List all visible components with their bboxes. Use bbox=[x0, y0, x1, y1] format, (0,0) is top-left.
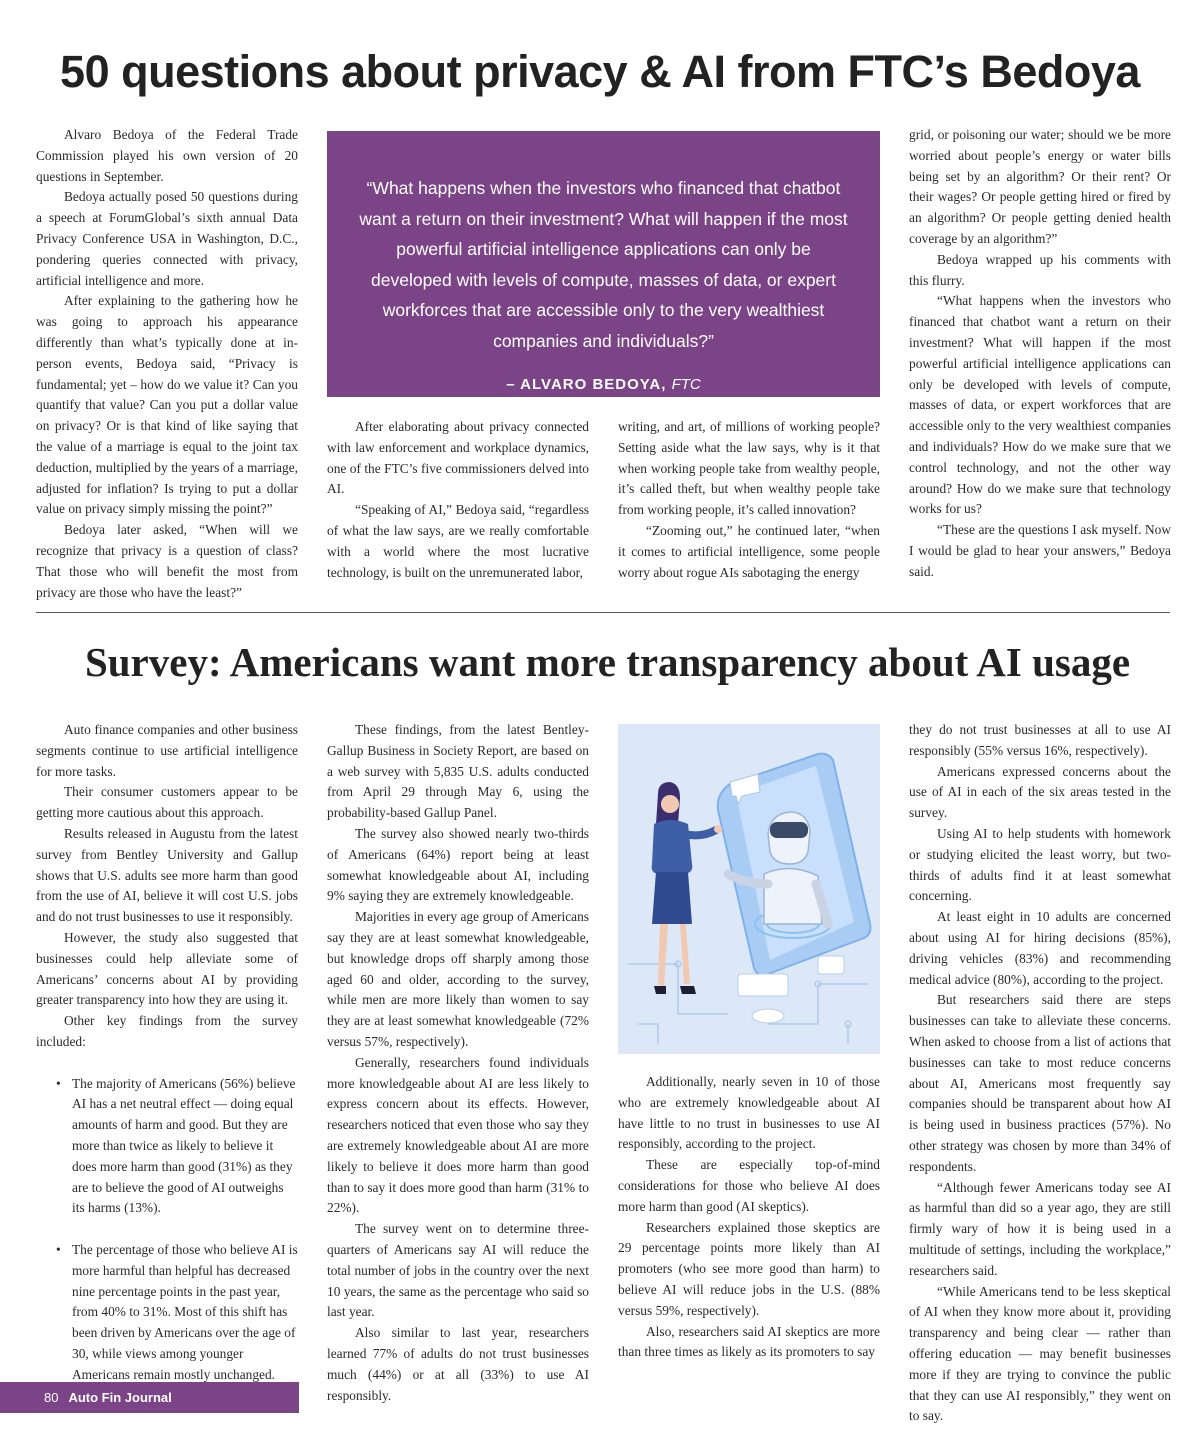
pull-quote bbox=[327, 131, 880, 397]
paragraph: After elaborating about privacy connected with law enforcement and workplace dynamics, one of the FTC’s five commissioners delved into AI. bbox=[327, 419, 589, 497]
paragraph: grid, or poisoning our water; should we be more worried about people’s energy or water bills being set by an algorithm? Or their rent? Or their wages? Or people getting hired or fired by an algorithm? Or people getting denied health coverage by an algorithm?” bbox=[909, 127, 1171, 246]
pull-quote-text: “What happens when the investors who financed that chatbot want a return on their investment? What will happen if the most powerful artificial intelligence applications can only be developed with levels of compute, masses of data, or expert workforces that are accessible only to the very wealthiest companies and individuals?” bbox=[359, 178, 848, 351]
list-item: • The majority of Americans (56%) believe AI has a net neutral effect — doing equal amounts of harm and good. But they are more than twice as likely to believe it does more harm than good (31%) as they are to believe the good of AI outweighs its harms (13%). bbox=[36, 1074, 298, 1220]
paragraph: writing, and art, of millions of working people? Setting aside what the law says, why is it that when working people take from wealthy people, it’s called theft, but when wealthy people take from working people, it’s called innovation? bbox=[618, 419, 880, 518]
page-number: 80 bbox=[44, 1390, 59, 1405]
paragraph: However, the study also suggested that businesses could help alleviate some of Americans’ concerns about AI by providing greater transparency into how they are using it. bbox=[36, 929, 298, 1008]
paragraph: they do not trust businesses at all to use AI responsibly (55% versus 16%, respectively). bbox=[909, 722, 1171, 758]
paragraph: Additionally, nearly seven in 10 of those who are extremely knowledgeable about AI have little to no trust in businesses to use AI responsibly, according to the project. bbox=[618, 1074, 880, 1152]
page-footer bbox=[0, 1382, 299, 1413]
article1-title: 50 questions about privacy & AI from FTC’s Bedoya bbox=[60, 46, 1140, 97]
article1-col3 bbox=[618, 417, 880, 583]
paragraph: Majorities in every age group of Americans say they are at least somewhat knowledgeable, but knowledge drops off sharply among those aged 60 and older, according to the survey, while men are more likely than women to say they are at least somewhat knowledgeable (72% versus 57%, respectively). bbox=[327, 909, 589, 1049]
article2-col3 bbox=[618, 1072, 880, 1363]
paragraph: After explaining to the gathering how he was going to approach his appearance differently than what’s typically done at in-person events, Bedoya said, “Privacy is fundamental; yet – how do we value it? Can you quantify that value? Can you put a dollar value on privacy? Or is that kind of like saying that the value of a marriage is equal to the joint tax deduction, multiplied by the years of a marriage, adjusted for inflation? Is trying to put a dollar value on privacy simply missing the point?” bbox=[36, 293, 298, 517]
ai-illustration bbox=[618, 724, 880, 1054]
paragraph: “Although fewer Americans today see AI as harmful than did so a year ago, they are still firmly wary of how it is being used in a multitude of settings, including the workplace,” researchers said. bbox=[909, 1179, 1171, 1278]
paragraph: Also, researchers said AI skeptics are more than three times as likely as its promoters to say bbox=[618, 1323, 880, 1360]
paragraph: But researchers said there are steps businesses can take to alleviate these concerns. When asked to choose from a list of actions that businesses can take to most reduce concerns about AI, Americans most frequently say companies should be transparent about how AI is being used in business practices (57%). No other strategy was chosen by more than 34% of respondents. bbox=[909, 992, 1171, 1174]
article2-col1 bbox=[36, 720, 298, 1406]
paragraph: “What happens when the investors who financed that chatbot want a return on their investment? What will happen if the most powerful artificial intelligence applications can only be developed with levels of compute, masses of data, or expert workforces that are accessible only to the very wealthiest companies and individuals? How do we make sure that we control technology, and not the other way around? How do we make sure that technology works for us? bbox=[909, 293, 1171, 517]
paragraph: Also similar to last year, researchers learned 77% of adults do not trust businesses much (44%) or at all (33%) to use AI responsibly. bbox=[327, 1325, 589, 1403]
list-item: • The percentage of those who believe AI is more harmful than helpful has decreased nine percentage points in the past year, from 40% to 31%. Most of this shift has been driven by Americans over the age of 30, while views among younger Americans remain mostly unchanged. bbox=[36, 1240, 298, 1386]
paragraph: Using AI to help students with homework or studying elicited the least worry, but two-thirds of adults find it at least somewhat concerning. bbox=[909, 825, 1171, 904]
paragraph: Auto finance companies and other business segments continue to use artificial intelligence for more tasks. bbox=[36, 722, 298, 779]
paragraph: Other key findings from the survey included: bbox=[36, 1013, 298, 1049]
quote-org: FTC bbox=[671, 376, 701, 393]
paragraph: Americans expressed concerns about the use of AI in each of the six areas tested in the survey. bbox=[909, 763, 1171, 821]
section-divider bbox=[36, 612, 1170, 613]
paragraph: At least eight in 10 adults are concerned about using AI for hiring decisions (85%), driving vehicles (83%) and recommending medical advice (80%), according to the project. bbox=[909, 909, 1171, 987]
article1-col4 bbox=[909, 125, 1171, 583]
paragraph: The survey went on to determine three-quarters of Americans say AI will reduce the total number of jobs in the country over the next 10 years, the same as the percentage who said so last year. bbox=[327, 1221, 589, 1320]
article2-title: Survey: Americans want more transparency about AI usage bbox=[84, 639, 1131, 685]
paragraph: These are especially top-of-mind considerations for those who believe AI does more harm than good (AI skeptics). bbox=[618, 1157, 880, 1214]
paragraph: “Speaking of AI,” Bedoya said, “regardless of what the law says, are we really comfortable with a world where the most lucrative technology, is built on the unremunerated labor, bbox=[327, 502, 589, 580]
paragraph: The survey also showed nearly two-thirds of Americans (64%) report being at least somewhat knowledgeable about AI, including 9% saying they are extremely knowledgeable. bbox=[327, 825, 589, 904]
article2-col4 bbox=[909, 720, 1171, 1427]
pull-quote-attribution bbox=[357, 376, 850, 393]
paragraph: Bedoya wrapped up his comments with this flurry. bbox=[909, 251, 1171, 288]
paragraph: Bedoya later asked, “When will we recognize that privacy is a question of class? That those who will benefit the most from privacy are those who have the least?” bbox=[36, 522, 298, 600]
paragraph: Researchers explained those skeptics are 29 percentage points more likely than AI promoters (who see more good than harm) to believe AI will reduce jobs in the U.S. (88% versus 59%, respectively). bbox=[618, 1219, 880, 1318]
article1-col2 bbox=[327, 417, 589, 583]
paragraph: Alvaro Bedoya of the Federal Trade Commission played his own version of 20 questions in September. bbox=[36, 127, 298, 184]
paragraph: “These are the questions I ask myself. Now I would be glad to hear your answers,” Bedoya said. bbox=[909, 522, 1171, 579]
article1-col1 bbox=[36, 125, 298, 603]
magazine-name: Auto Fin Journal bbox=[68, 1390, 172, 1405]
paragraph: “Zooming out,” he continued later, “when it comes to artificial intelligence, some people worry about rogue AIs sabotaging the energy bbox=[618, 522, 880, 580]
paragraph: These findings, from the latest Bentley-Gallup Business in Society Report, are based on a web survey with 5,835 U.S. adults conducted from April 29 through May 6, using the probability-based Gallup Panel. bbox=[327, 722, 589, 821]
quote-author: – ALVARO BEDOYA, bbox=[506, 376, 667, 393]
paragraph: Their consumer customers appear to be getting more cautious about this approach. bbox=[36, 784, 298, 821]
article2-col2 bbox=[327, 720, 589, 1406]
paragraph: Results released in Augustu from the latest survey from Bentley University and Gallup shows that U.S. adults see more harm than good from the use of AI, believe it will cost U.S. jobs and do not trust businesses to use it responsibly. bbox=[36, 825, 298, 925]
paragraph: Generally, researchers found individuals more knowledgeable about AI are less likely to express concern about its effects. However, researchers noticed that even those who say they are extremely knowledgeable about AI are more likely to believe it does more harm than good than to say it does more good than harm (31% to 22%). bbox=[327, 1054, 589, 1216]
paragraph: “While Americans tend to be less skeptical of AI when they know more about it, providing transparency and being clear — rather than offering education — may benefit businesses more if they are trying to convince the public that they can use AI responsibly,” they went on to say. bbox=[909, 1283, 1171, 1424]
key-findings-list bbox=[36, 1074, 298, 1386]
paragraph: Bedoya actually posed 50 questions during a speech at ForumGlobal’s sixth annual Data Privacy Conference USA in Washington, D.C., pondering queries connected with privacy, artificial intelligence and more. bbox=[36, 189, 298, 288]
